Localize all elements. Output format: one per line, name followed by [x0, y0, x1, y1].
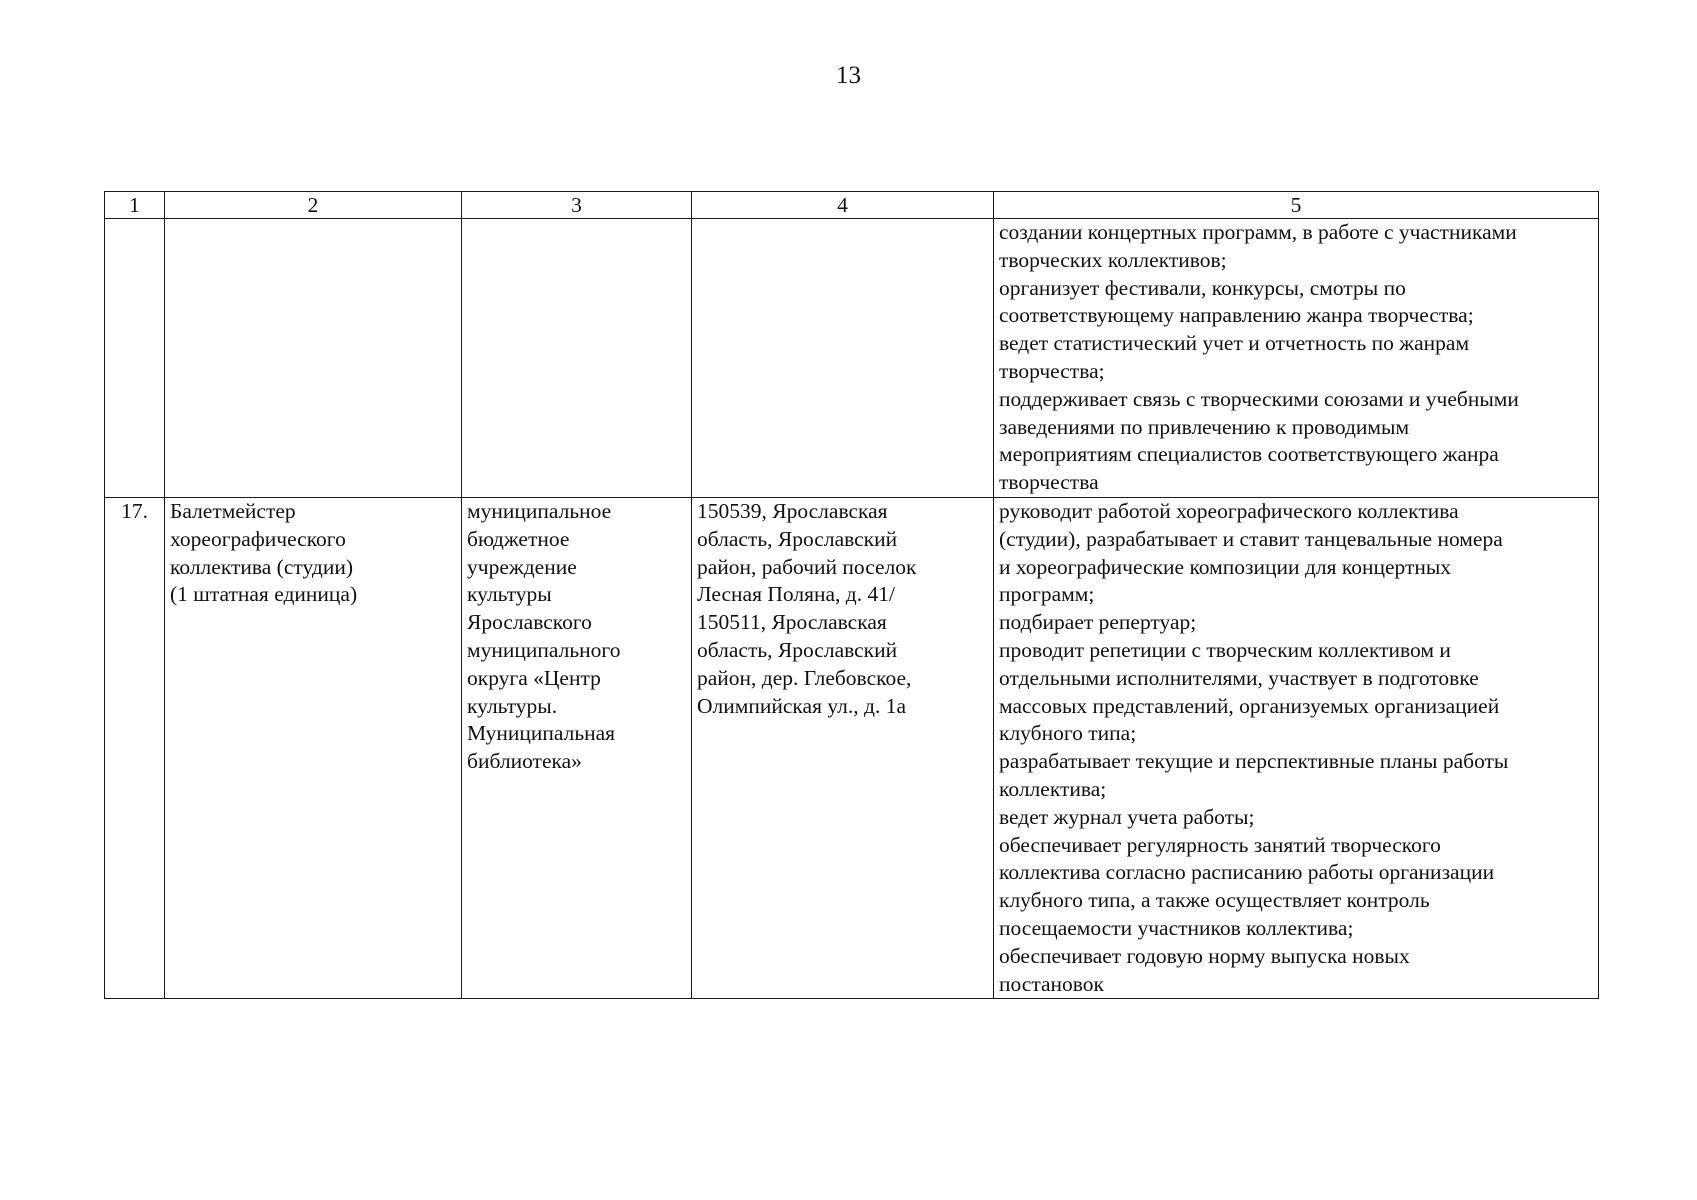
duties-line: обеспечивает регулярность занятий творческого: [999, 832, 1441, 857]
address-line: 150511, Ярославская: [697, 610, 887, 635]
duties-line: разрабатывает текущие и перспективные планы работы: [999, 749, 1509, 774]
duties-line: подбирает репертуар;: [999, 610, 1197, 635]
organization-line: муниципального: [467, 637, 621, 662]
organization-line: округа «Центр: [467, 665, 601, 690]
duties-line: (студии), разрабатывает и ставит танцевальные номера: [999, 526, 1503, 551]
page-number: 13: [836, 62, 861, 89]
organization-line: Ярославского: [467, 610, 592, 635]
duties-cell: [994, 497, 1599, 998]
duties-line: проводит репетиции с творческим коллективом и: [999, 637, 1451, 662]
duties-line: творчества;: [999, 358, 1105, 383]
organization-cell: [462, 219, 692, 498]
address-cell: [692, 497, 994, 998]
duties-line: руководит работой хореографического коллектива: [999, 498, 1459, 523]
column-header-5: 5: [994, 192, 1599, 219]
address-line: область, Ярославский: [697, 526, 898, 551]
organization-line: библиотека»: [467, 749, 582, 774]
column-header-1: 1: [105, 192, 165, 219]
address-line: Олимпийская ул., д. 1а: [697, 693, 906, 718]
duties-line: организует фестивали, конкурсы, смотры по: [999, 275, 1406, 300]
duties-line: коллектива;: [999, 776, 1107, 801]
duties-line: ведет статистический учет и отчетность по жанрам: [999, 331, 1470, 356]
duties-line: заведениями по привлечению к проводимым: [999, 414, 1410, 439]
table-row: [105, 219, 1599, 498]
table-header-row: [105, 192, 1599, 219]
duties-line: творческих коллективов;: [999, 247, 1227, 272]
address-line: область, Ярославский: [697, 637, 898, 662]
duties-line: клубного типа;: [999, 721, 1137, 746]
duties-line: массовых представлений, организуемых организацией: [999, 693, 1500, 718]
duties-line: отдельными исполнителями, участвует в подготовке: [999, 665, 1479, 690]
position-cell: [165, 497, 462, 998]
duties-line: обеспечивает годовую норму выпуска новых: [999, 943, 1410, 968]
organization-line: муниципальное: [467, 498, 612, 523]
organization-cell: [462, 497, 692, 998]
position-line: хореографического: [170, 526, 346, 551]
number-cell: [105, 219, 165, 498]
position-line: (1 штатная единица): [170, 582, 358, 607]
duties-line: творчества: [999, 470, 1099, 495]
duties-cell: [994, 219, 1599, 498]
column-header-2: 2: [165, 192, 462, 219]
organization-line: Муниципальная: [467, 721, 616, 746]
address-line: 150539, Ярославская: [697, 498, 888, 523]
address-cell: [692, 219, 994, 498]
column-header-3: 3: [462, 192, 692, 219]
duties-line: программ;: [999, 582, 1095, 607]
duties-line: коллектива согласно расписанию работы организации: [999, 860, 1495, 885]
duties-line: соответствующему направлению жанра творчества;: [999, 303, 1474, 328]
duties-line: постановок: [999, 971, 1104, 996]
address-line: Лесная Поляна, д. 41/: [697, 582, 895, 607]
address-line: район, рабочий поселок: [697, 554, 917, 579]
position-line: Балетмейстер: [170, 498, 296, 523]
number-cell: 17.: [105, 497, 165, 998]
duties-line: поддерживает связь с творческими союзами и учебными: [999, 386, 1519, 411]
position-line: коллектива (студии): [170, 554, 353, 579]
organization-line: бюджетное: [467, 526, 570, 551]
duties-line: клубного типа, а также осуществляет контроль: [999, 888, 1430, 913]
organization-line: учреждение: [467, 554, 577, 579]
positions-table: [104, 191, 1599, 999]
table-row: [105, 497, 1599, 998]
organization-line: культуры: [467, 582, 552, 607]
organization-line: культуры.: [467, 693, 558, 718]
duties-line: посещаемости участников коллектива;: [999, 915, 1354, 940]
duties-line: и хореографические композиции для концертных: [999, 554, 1452, 579]
duties-line: мероприятиям специалистов соответствующего жанра: [999, 442, 1499, 467]
duties-line: ведет журнал учета работы;: [999, 804, 1255, 829]
position-cell: [165, 219, 462, 498]
column-header-4: 4: [692, 192, 994, 219]
duties-line: создании концертных программ, в работе с участниками: [999, 220, 1517, 244]
address-line: район, дер. Глебовское,: [697, 665, 912, 690]
